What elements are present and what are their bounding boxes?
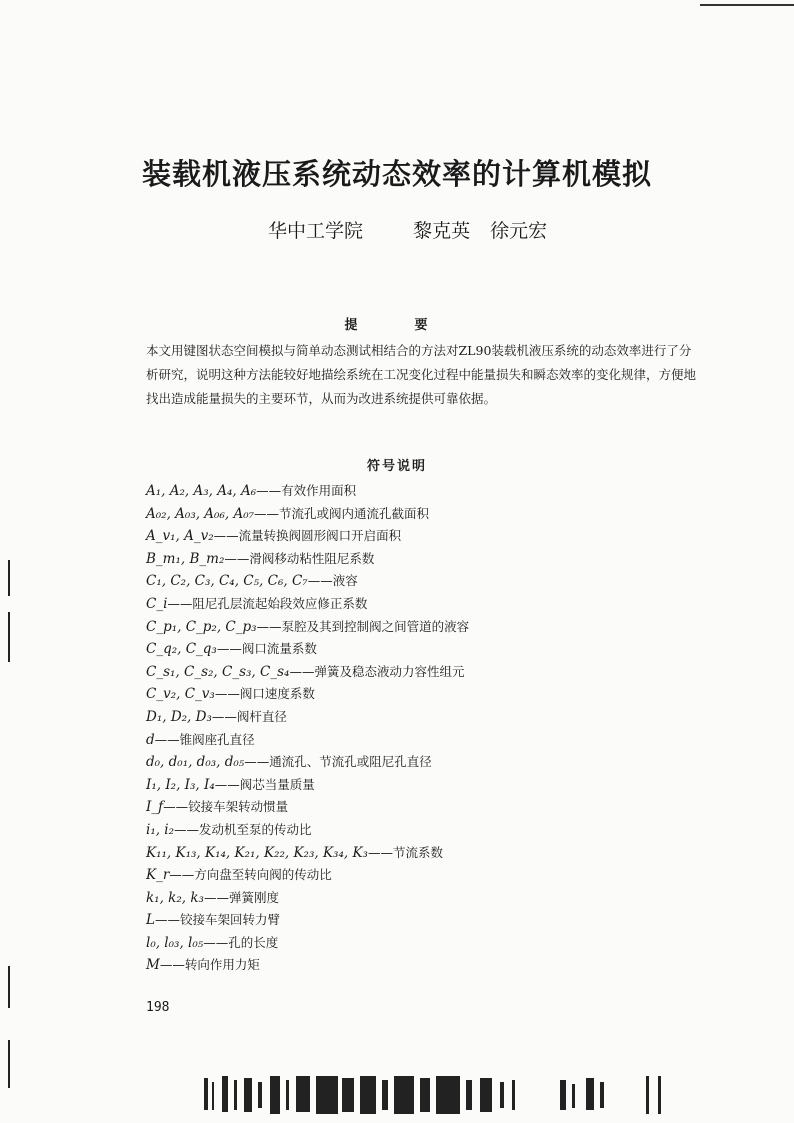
author-line (268, 216, 547, 243)
symbol-description: ——铰接车架转动惯量 (163, 799, 289, 815)
margin-mark (8, 966, 10, 1008)
symbol-notation: A₀₂, A₀₃, A₀₆, A₀₇ (146, 505, 255, 522)
symbol-entry (146, 548, 706, 571)
margin-mark (8, 1040, 10, 1088)
symbol-notation: i₁, i₂ (146, 821, 175, 838)
symbol-entry (146, 887, 706, 910)
symbol-entry (146, 638, 706, 661)
author-name: 徐元宏 (490, 220, 548, 242)
symbol-notation: K₁₁, K₁₃, K₁₄, K₂₁, K₂₂, K₂₃, K₃₄, K₃ (146, 844, 368, 861)
symbol-description: ——泵腔及其到控制阀之间管道的液容 (256, 618, 470, 634)
symbol-entry (146, 751, 706, 774)
symbol-entry (146, 480, 706, 503)
paper-title: 装载机液压系统动态效率的计算机模拟 (141, 157, 652, 191)
symbols-heading: 符号说明 (366, 459, 427, 474)
symbol-notation: k₁, k₂, k₃ (146, 889, 204, 906)
symbol-entry (146, 661, 706, 684)
top-rule (700, 4, 794, 6)
symbol-description: ——有效作用面积 (256, 483, 357, 498)
symbol-description: ——孔的长度 (203, 934, 279, 950)
symbol-entry (146, 683, 706, 706)
symbol-entry (146, 503, 706, 526)
symbol-description: ——阻尼孔层流起始段效应修正系数 (167, 595, 368, 611)
symbol-description: ——液容 (307, 573, 358, 589)
symbol-description: ——阀口流量系数 (216, 641, 317, 657)
symbol-entry (146, 954, 706, 977)
symbol-description: ——发动机至泵的传动比 (174, 821, 312, 837)
symbol-notation: L (146, 912, 155, 929)
symbol-entry (146, 774, 706, 797)
symbol-entry (146, 796, 706, 819)
symbol-notation: C_v₂, C_v₃ (146, 686, 215, 703)
abstract-text: 本文用键图状态空间模拟与简单动态测试相结合的方法对ZL90装载机液压系统的动态效率进行了分析研究，说明这种方法能较好地描绘系统在工况变化过程中能量损失和瞬态效率的变化规律，方便地找出造成能量损失的主要环节，从而为改进系统提供可靠依据。 (146, 343, 697, 406)
symbol-notation: I₁, I₂, I₃, I₄ (146, 776, 215, 793)
symbol-notation: M (146, 957, 160, 974)
symbol-description: ——方向盘至转向阀的传动比 (169, 867, 332, 883)
page-number: 198 (146, 1000, 170, 1015)
symbol-entry (146, 932, 706, 955)
symbol-notation: C_i (146, 595, 168, 612)
abstract-heading: 提 要 (344, 318, 450, 333)
symbol-notation: D₁, D₂, D₃ (146, 708, 212, 725)
scan-artifact-strip (200, 1072, 670, 1116)
symbol-description: ——滑阀移动粘性阻尼系数 (224, 550, 375, 566)
symbol-entry (146, 819, 706, 842)
symbol-notation: d₀, d₀₁, d₀₃, d₀₅ (146, 754, 245, 771)
symbol-entry (146, 842, 706, 865)
symbol-notation: l₀, l₀₃, l₀₅ (146, 934, 204, 951)
symbol-description: ——节流系数 (367, 844, 443, 860)
symbol-notation: C_s₁, C_s₂, C_s₃, C_s₄ (146, 663, 290, 680)
symbol-notation: B_m₁, B_m₂ (146, 550, 225, 567)
margin-mark (8, 560, 10, 596)
symbol-description: ——阀芯当量质量 (214, 776, 315, 792)
symbol-description: ——铰接车架回转力臂 (154, 912, 280, 928)
symbol-entry (146, 729, 706, 752)
symbol-entry (146, 616, 706, 639)
symbol-notation: C₁, C₂, C₃, C₄, C₅, C₆, C₇ (146, 573, 308, 590)
symbol-list (146, 480, 706, 977)
symbol-entry (146, 593, 706, 616)
symbol-notation: K_r (146, 867, 170, 884)
symbol-description: ——阀杆直径 (211, 708, 287, 724)
symbol-notation: d (146, 731, 155, 748)
symbol-description: ——流量转换阀圆形阀口开启面积 (213, 528, 402, 544)
symbol-notation: A_v₁, A_v₂ (146, 528, 214, 545)
symbol-entry (146, 909, 706, 932)
symbol-entry (146, 525, 706, 548)
symbol-description: ——通流孔、节流孔或阻尼孔直径 (244, 754, 432, 770)
symbol-notation: C_p₁, C_p₂, C_p₃ (146, 618, 257, 635)
institution: 华中工学院 (268, 220, 364, 242)
symbol-description: ——阀口速度系数 (214, 686, 315, 702)
symbol-notation: I_f (146, 799, 164, 816)
symbol-entry (146, 706, 706, 729)
symbol-entry (146, 570, 706, 593)
symbol-description: ——节流孔或阀内通流孔截面积 (254, 505, 430, 521)
symbol-notation: A₁, A₂, A₃, A₄, A₆ (146, 483, 257, 499)
symbol-description: ——弹簧刚度 (203, 889, 279, 905)
symbol-notation: C_q₂, C_q₃ (146, 641, 217, 658)
author-name: 黎克英 (413, 220, 471, 242)
symbol-description: ——锥阀座孔直径 (154, 731, 255, 747)
symbol-description: ——转向作用力矩 (159, 957, 260, 973)
margin-mark (8, 612, 10, 662)
symbol-description: ——弹簧及稳态液动力容性组元 (289, 663, 465, 679)
symbol-entry (146, 864, 706, 887)
